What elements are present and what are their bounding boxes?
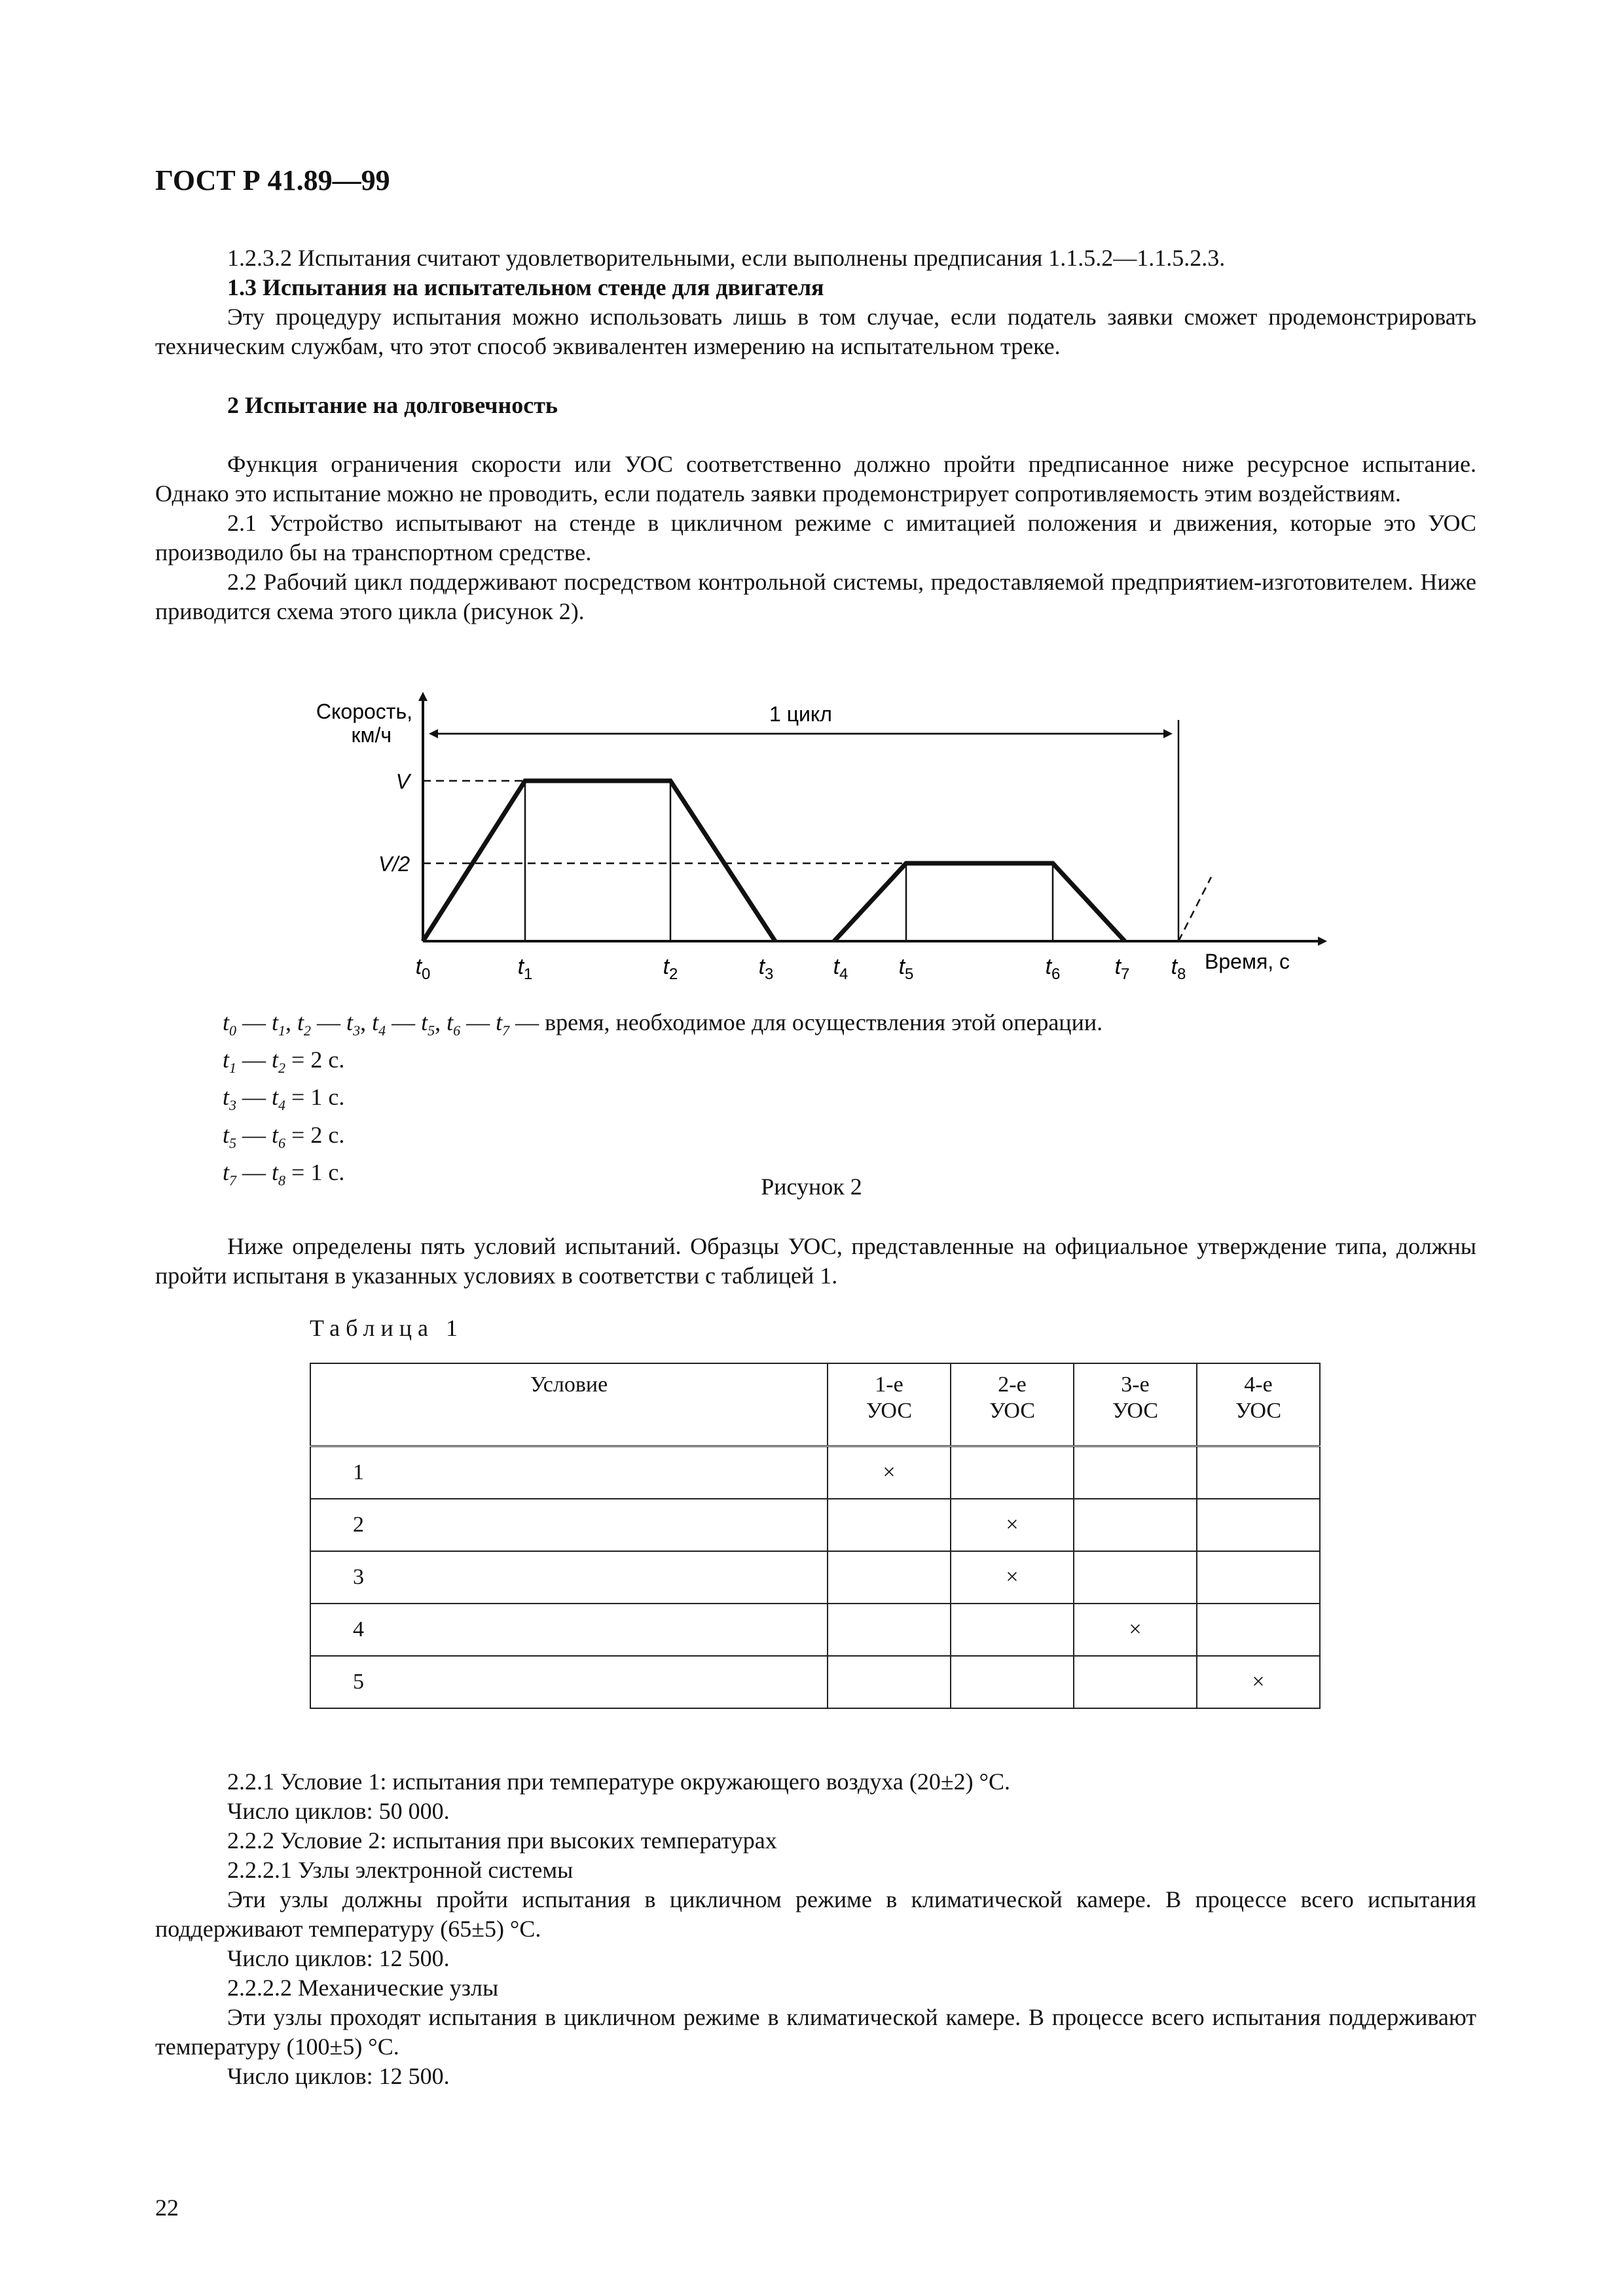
table-cell-mark <box>1197 1446 1320 1499</box>
table-cell-mark: × <box>951 1551 1074 1604</box>
table-cell-mark <box>1197 1551 1320 1604</box>
table-row <box>310 1604 1320 1656</box>
figure-caption: Рисунок 2 <box>761 1174 862 1200</box>
text-block-top <box>155 243 1476 626</box>
conditions-table <box>310 1363 1321 1709</box>
table-cell-condition: 5 <box>310 1656 828 1708</box>
paragraph-cycles-12500-b: Число циклов: 12 500. <box>227 2063 450 2089</box>
figure-definition-line: $t_3$ — $t_4 = 1$ с. <box>223 1084 345 1114</box>
cycle-chart <box>288 681 1388 995</box>
paragraph-2-1: 2.1 Устройство испытывают на стенде в цикличном режиме с имитацией положения и движения, которые это УОС производило бы на транспортном средстве. <box>155 510 1476 565</box>
table-cell-mark: × <box>951 1499 1074 1551</box>
paragraph-2-2-2-1: 2.2.2.1 Узлы электронной системы <box>227 1857 574 1883</box>
paragraph-2-2-2: 2.2.2 Условие 2: испытания при высоких температурах <box>227 1827 777 1854</box>
text-block-bottom <box>155 1767 1476 2091</box>
x-tick-label: $t_1$ <box>517 954 533 983</box>
y-level-label: V/2 <box>378 852 410 876</box>
paragraph-test-conditions: Ниже определены пять условий испытаний. Образцы УОС, представленные на официальное утверждение типа, должны пройти испытаня в указанных условиях в соответстви с таблицей 1. <box>155 1233 1476 1289</box>
figure-definitions <box>223 1008 1103 1195</box>
table-cell-condition: 2 <box>310 1499 828 1551</box>
x-tick-label: $t_5$ <box>898 954 914 983</box>
next-cycle-dashed <box>1178 877 1211 941</box>
x-tick-label: $t_2$ <box>663 954 678 983</box>
x-tick-label: $t_0$ <box>415 954 431 983</box>
x-tick-label: $t_3$ <box>758 954 774 983</box>
section-title-durability: 2 Испытание на долговечность <box>227 392 558 418</box>
document-code: ГОСТ Р 41.89—99 <box>155 164 390 196</box>
table-header-oos-3: 3-е УОС <box>1074 1363 1197 1446</box>
page-number: 22 <box>155 2195 179 2221</box>
figure-definition-line: $t_1$ — $t_2 = 2$ с. <box>223 1047 345 1077</box>
table-row <box>310 1551 1320 1604</box>
paragraph-mechanical-units: Эти узлы проходят испытания в цикличном режиме в климатической камере. В процессе всего испытания поддерживают температуру (100±5) °С. <box>155 2004 1476 2060</box>
figure-definition-line: $t_5$ — $t_6 = 2$ с. <box>223 1121 345 1151</box>
table-cell-mark <box>951 1446 1074 1499</box>
table-cell-mark <box>1074 1446 1197 1499</box>
table-cell-mark <box>828 1551 951 1604</box>
heading-1-3: 1.3 Испытания на испытательном стенде для двигателя <box>227 274 824 300</box>
paragraph-engine-stand: Эту процедуру испытания можно использовать лишь в том случае, если податель заявки сможет продемонстрировать техническим службам, что этот способ эквивалентен измерению на испытательном треке. <box>155 304 1476 359</box>
table-cell-mark: × <box>1074 1604 1197 1656</box>
table-header-condition: Условие <box>310 1363 828 1446</box>
cycle-label: 1 цикл <box>769 702 832 726</box>
table-header-oos-4: 4-е УОС <box>1197 1363 1320 1446</box>
table-cell-condition: 4 <box>310 1604 828 1656</box>
figure-definition-line: $t_0$ — $t_1$, $t_2$ — $t_3$, $t_4$ — $t_5$, $t_6$ — $t_7$ — время, необходимое для осуществления этой операции. <box>223 1009 1103 1039</box>
paragraph-electronic-units: Эти узлы должны пройти испытания в цикличном режиме в климатической камере. В процессе всего испытания поддерживают температуру (65±5) °С. <box>155 1886 1476 1942</box>
table-cell-mark: × <box>1197 1656 1320 1708</box>
table-header-row <box>310 1363 1320 1446</box>
paragraph-2-2-1: 2.2.1 Условие 1: испытания при температуре окружающего воздуха (20±2) °С. <box>227 1768 1010 1795</box>
paragraph-cycles-12500-a: Число циклов: 12 500. <box>227 1945 450 1971</box>
x-tick-label: $t_6$ <box>1045 954 1061 983</box>
table-row <box>310 1446 1320 1499</box>
table-header-oos-1: 1-е УОС <box>828 1363 951 1446</box>
x-tick-label: $t_7$ <box>1114 954 1130 983</box>
y-level-label: V <box>395 770 410 793</box>
y-axis-label: Скорость, км/ч <box>316 700 412 747</box>
x-tick-label: $t_4$ <box>833 954 848 983</box>
table-cell-mark <box>828 1656 951 1708</box>
paragraph-2-2-2-2: 2.2.2.2 Механические узлы <box>227 1975 499 2001</box>
table-cell-condition: 1 <box>310 1446 828 1499</box>
table-cell-mark <box>1197 1499 1320 1551</box>
x-axis-label: Время, с <box>1205 950 1290 973</box>
table-row <box>310 1656 1320 1708</box>
paragraph-1-2-3-2: 1.2.3.2 Испытания считают удовлетворительными, если выполнены предписания 1.1.5.2—1.1.5.2.3. <box>227 245 1226 271</box>
figure-definition-line: $t_7$ — $t_8 = 1$ с. <box>223 1158 345 1189</box>
table-cell-mark <box>828 1499 951 1551</box>
table-cell-mark <box>1074 1499 1197 1551</box>
table-cell-mark <box>951 1604 1074 1656</box>
text-after-figure <box>155 1232 1476 1291</box>
x-tick-label: $t_8$ <box>1171 954 1186 983</box>
series-line-high <box>423 781 775 941</box>
table-cell-condition: 3 <box>310 1551 828 1604</box>
cycle-chart-svg <box>288 681 1388 995</box>
table-row <box>310 1499 1320 1551</box>
table-cell-mark: × <box>828 1446 951 1499</box>
table-cell-mark <box>1197 1604 1320 1656</box>
paragraph-cycles-50000: Число циклов: 50 000. <box>227 1798 450 1824</box>
table-cell-mark <box>951 1656 1074 1708</box>
paragraph-2-2: 2.2 Рабочий цикл поддерживают посредством контрольной системы, предоставляемой предприятием-изготовителем. Ниже приводится схема этого цикла (рисунок 2). <box>155 569 1476 624</box>
table-header-oos-2: 2-е УОС <box>951 1363 1074 1446</box>
series-line-low <box>834 863 1125 941</box>
table-cell-mark <box>1074 1656 1197 1708</box>
table-cell-mark <box>828 1604 951 1656</box>
table-cell-mark <box>1074 1551 1197 1604</box>
table-body <box>310 1446 1320 1709</box>
paragraph-durability-intro: Функция ограничения скорости или УОС соответственно должно пройти предписанное ниже ресурсное испытание. Однако это испытание можно не проводить, если податель заявки продемонстрирует сопротивляемость этим воздействиям. <box>155 451 1476 507</box>
table-label: Таблица 1 <box>310 1315 464 1341</box>
